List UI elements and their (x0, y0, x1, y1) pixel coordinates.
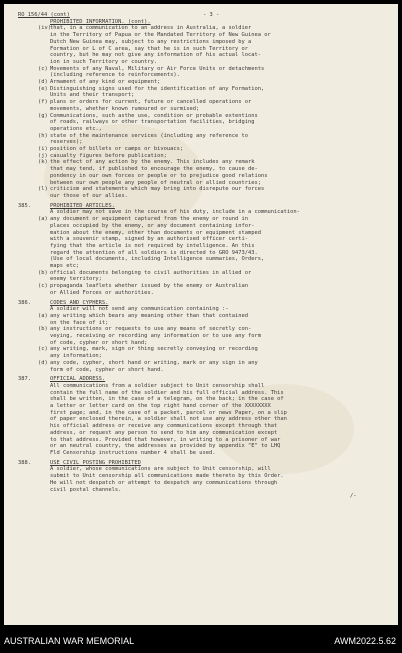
body-line (18, 326, 390, 333)
paragraph-number (18, 159, 38, 166)
sub-item-marker: (b) (38, 326, 48, 333)
body-line (18, 223, 390, 230)
paragraph-number: 385. (18, 202, 31, 209)
archive-credit: AUSTRALIAN WAR MEMORIAL (4, 636, 135, 646)
paragraph-number (18, 119, 38, 126)
paragraph-number (18, 193, 38, 200)
paragraph-number (18, 86, 38, 93)
line-text: All communications from a soldier subject to Unit censorship shall (50, 382, 265, 389)
sub-item-marker: (c) (38, 283, 48, 290)
line-text: of paper enclosed therein, a soldier shall not use any address other than (50, 416, 287, 423)
body-line (18, 290, 390, 297)
paragraph-number (18, 180, 38, 187)
line-text: Armament of any kind or equipment; (50, 79, 161, 86)
line-text: PROHIBITED INFORMATION. (cont). (50, 18, 151, 25)
line-text: the effect of any action by the enemy. This includes any remark (50, 159, 255, 166)
sub-item-marker (38, 173, 50, 180)
body-line (18, 86, 390, 93)
sub-item-marker (38, 493, 50, 500)
line-text: or Allied Forces or authorities. (50, 289, 154, 296)
sub-item-marker (38, 333, 50, 340)
archive-footer (0, 628, 402, 653)
paragraph-number (18, 396, 38, 403)
sub-item-marker (38, 487, 50, 494)
body-line (18, 209, 390, 216)
body-line (18, 119, 390, 126)
body-line (18, 410, 390, 417)
sub-item-marker (38, 423, 50, 430)
line-text: CODES AND CYPHERS. (50, 299, 109, 306)
section-heading-line (18, 19, 390, 26)
body-line (18, 46, 390, 53)
line-text: (including reference to reinforcements). (50, 72, 180, 79)
line-text: between our own people any people of neutral or allied countries; (50, 179, 261, 186)
sub-item-marker: (i) (38, 146, 48, 153)
sub-item-marker (38, 473, 50, 480)
sub-item-marker (38, 19, 50, 26)
line-text: that may tend, if published to encourage the enemy, to cause de- (50, 166, 258, 173)
line-text: to that address. Provided that however, in writing to a prisoner of war (50, 436, 281, 443)
line-text: official documents belonging to civil authorities in allied or (50, 269, 252, 276)
line-text: casualty figures before publication; (50, 152, 167, 159)
paragraph-number (18, 79, 38, 86)
paragraph-number (18, 209, 38, 216)
body-line (18, 92, 390, 99)
sub-item-marker (38, 46, 50, 53)
line-text: with a souvenir stamp, signed by an authorised officer certi- (50, 236, 248, 243)
sub-item-marker (38, 193, 50, 200)
body-line (18, 243, 390, 250)
line-text: Formation or L of C area, say that he is in such Territory or (50, 45, 248, 52)
body-line (18, 139, 390, 146)
body-line (18, 466, 390, 473)
paragraph-number (18, 313, 38, 320)
sub-item-marker: (a) (38, 216, 48, 223)
line-text: any instructions or requests to use any means of secretly con- (50, 326, 252, 333)
sub-item-marker (38, 263, 50, 270)
body-line (18, 360, 390, 367)
body-line (18, 59, 390, 66)
line-text: A soldier will not send any communication containing :- (50, 306, 229, 313)
sub-item-marker (38, 460, 50, 467)
line-text: of code, cypher or short hand; (50, 339, 148, 346)
sub-item-marker (38, 437, 50, 444)
sub-item-marker (38, 106, 50, 113)
line-text: enemy territory; (50, 276, 102, 283)
sub-item-marker: (e) (38, 85, 48, 92)
sub-item-marker: (c) (38, 65, 48, 72)
line-text: USE CIVIL POSTING PROHIBITED (50, 459, 141, 466)
body-line (18, 186, 390, 193)
sub-item-marker (38, 166, 50, 173)
body-line (18, 216, 390, 223)
body-line (18, 396, 390, 403)
body-line (18, 39, 390, 46)
sub-item-marker (38, 39, 50, 46)
line-text: or an neutral country, the addresses as provided by appendix "E" to LHQ (50, 443, 281, 450)
section-heading-line (18, 460, 390, 467)
sub-item-marker (38, 92, 50, 99)
paragraph-number (18, 66, 38, 73)
body-line (18, 263, 390, 270)
line-text: Movements of any Naval, Military or Air Force Units or detachments (50, 65, 265, 72)
body-line (18, 430, 390, 437)
line-text: mation about the enemy, other than documents or equipment stamped (50, 229, 261, 236)
paragraph-number (18, 416, 38, 423)
header-row (18, 12, 390, 19)
sub-item-marker (38, 230, 50, 237)
paragraph-number: 386. (18, 299, 31, 306)
sub-item-marker (38, 443, 50, 450)
paragraph-number (18, 306, 38, 313)
paragraph-number (18, 493, 38, 500)
paragraph-number (18, 353, 38, 360)
sub-item-marker (38, 209, 50, 216)
sub-item-marker (38, 223, 50, 230)
paragraph-number (18, 186, 38, 193)
line-text: first page; and, in the case of a packet, parcel or news Paper, on a slip (50, 409, 287, 416)
sub-item-marker (38, 236, 50, 243)
paragraph-number (18, 290, 38, 297)
sub-item-marker (38, 390, 50, 397)
sub-item-marker (38, 126, 50, 133)
sub-item-marker (38, 59, 50, 66)
line-text: He will not despatch or attempt to despatch any communications through (50, 479, 278, 486)
line-text: a letter or letter card on the top right hand corner of the XXXXXXXX (50, 403, 271, 410)
sub-item-marker (38, 367, 50, 374)
body-line (18, 66, 390, 73)
paragraph-number (18, 126, 38, 133)
paragraph-number (18, 92, 38, 99)
line-text: operations etc., (50, 125, 102, 132)
line-text: regard the attention of all soldiers is directed to GRO 9473/43. (50, 249, 258, 256)
body-line (18, 487, 390, 494)
paragraph-number (18, 106, 38, 113)
archive-reference: AWM2022.5.62 (334, 636, 396, 646)
paragraph-number (18, 346, 38, 353)
page-number: - 3 - (203, 12, 220, 18)
line-text: OFFICIAL ADDRESS. (50, 376, 106, 383)
body-line (18, 230, 390, 237)
sub-item-marker (38, 276, 50, 283)
sub-item-marker (38, 416, 50, 423)
paragraph-number (18, 320, 38, 327)
body-line (18, 146, 390, 153)
line-text: maps etc; (50, 263, 80, 270)
sub-item-marker: (l) (38, 186, 48, 193)
line-text: on the face of it; (50, 319, 109, 326)
sub-item-marker: (d) (38, 79, 48, 86)
body-line (18, 270, 390, 277)
paragraph-number (18, 340, 38, 347)
body-line (18, 306, 390, 313)
line-text: Distinguishing signs used for the identification of any Formation, (50, 85, 265, 92)
sub-item-marker: (f) (38, 99, 48, 106)
line-text: state of the maintenance services (including any reference to (50, 132, 248, 139)
sub-item-marker (38, 450, 50, 457)
paragraph-number (18, 113, 38, 120)
sub-item-marker (38, 72, 50, 79)
paragraph-number (18, 59, 38, 66)
sub-item-marker: (d) (38, 359, 48, 366)
section-heading-line (18, 300, 390, 307)
paragraph-number (18, 437, 38, 444)
body-line (18, 159, 390, 166)
body-line (18, 367, 390, 374)
body-line (18, 250, 390, 257)
sub-item-marker (38, 300, 50, 307)
line-text: /- (350, 493, 357, 500)
body-line (18, 473, 390, 480)
line-text: plans or orders for current, future or cancelled operations or (50, 99, 252, 106)
line-text: submit to Unit censorship all communications made thereto by this Order. (50, 473, 284, 480)
paragraph-number (18, 146, 38, 153)
body-line (18, 79, 390, 86)
sub-item-marker: (h) (38, 132, 48, 139)
line-text: shall be written, in the case of a telegram, on the back; in the case of (50, 396, 284, 403)
line-text: form of code, cypher or short hand. (50, 366, 164, 373)
line-text: position of billets or camps or bivouacs; (50, 146, 184, 153)
sub-item-marker (38, 340, 50, 347)
body-line (18, 443, 390, 450)
body-line (18, 313, 390, 320)
routine-order-ref: RO 156/44 (cont) (18, 12, 70, 18)
line-text: Units and their transport; (50, 92, 135, 99)
paragraph-number (18, 153, 38, 160)
line-text: criticism and statements which may bring into disrepute our forces (50, 186, 265, 193)
body-line (18, 99, 390, 106)
line-text: any document or equipment captured from the enemy or round in (50, 216, 248, 223)
sub-item-marker: (a) (38, 312, 48, 319)
sub-item-marker (38, 320, 50, 327)
paragraph-number: 387. (18, 376, 31, 383)
line-text: (Use of local documents, including Intelligence summaries, Orders, (50, 256, 265, 263)
paragraph-number (18, 139, 38, 146)
sub-item-marker (38, 306, 50, 313)
body-line (18, 390, 390, 397)
body-line (18, 72, 390, 79)
sub-item-marker (38, 290, 50, 297)
body-line (18, 450, 390, 457)
paragraph-number (18, 443, 38, 450)
paragraph-number (18, 72, 38, 79)
line-text: his official address or receive any communications except through that (50, 423, 278, 430)
paragraph-number (18, 360, 38, 367)
paragraph-number (18, 25, 38, 32)
line-text: in the Territory of Papua or the Mandated Territory of New Guinea or (50, 32, 271, 39)
line-text: that, in a communication to an address in Australia, a soldier (50, 25, 252, 32)
sub-item-marker (38, 410, 50, 417)
line-text: civil postal channels. (50, 486, 122, 493)
sub-item-marker (38, 466, 50, 473)
line-text: any writing which bears any meaning other than that contained (50, 312, 248, 319)
line-text: Dutch New Guinea may, subject to any restrictions imposed by a (50, 38, 252, 45)
sub-item-marker (38, 250, 50, 257)
sub-item-marker (38, 180, 50, 187)
sub-item-marker (38, 480, 50, 487)
paragraph-number (18, 256, 38, 263)
paragraph-number (18, 236, 38, 243)
body-line (18, 353, 390, 360)
section-heading-line (18, 203, 390, 210)
paragraph-number (18, 480, 38, 487)
paragraph-number (18, 430, 38, 437)
body-line (18, 166, 390, 173)
paragraph-number (18, 367, 38, 374)
paragraph-number (18, 19, 38, 26)
paragraph-number (18, 466, 38, 473)
line-text: address, or request any person to send to him any communication except (50, 429, 278, 436)
section-heading-line (18, 376, 390, 383)
body-line (18, 113, 390, 120)
paragraph-number (18, 133, 38, 140)
paragraph-number (18, 223, 38, 230)
line-text: A soldier, whose communications are subject to Unit censorship, will (50, 466, 271, 473)
body-line (18, 346, 390, 353)
paragraph-number (18, 230, 38, 237)
body-line (18, 236, 390, 243)
body-line (18, 32, 390, 39)
sub-item-marker: (iv) (38, 25, 51, 32)
line-text: any information; (50, 353, 102, 360)
line-text: A soldier may not save in the course of his duty, include in a communication- (50, 209, 300, 216)
body-line (18, 403, 390, 410)
paragraph-number (18, 276, 38, 283)
body-line (18, 383, 390, 390)
paragraph-number (18, 166, 38, 173)
line-text: fying that the article is not required by intelligence. An this (50, 242, 255, 249)
sub-item-marker (38, 403, 50, 410)
body-line (18, 416, 390, 423)
body-line (18, 193, 390, 200)
body-line (18, 25, 390, 32)
line-text: ion in such Territory or country. (50, 58, 158, 65)
line-text: Fld Censorship instructions number 4 shall be used. (50, 450, 216, 456)
line-text: country, but he may not give any information of his actual locat- (50, 52, 261, 59)
paragraph-number (18, 473, 38, 480)
paragraph-number: 388. (18, 459, 31, 466)
line-text: veying, receiving or recording any information or to use any form (50, 333, 261, 340)
paragraph-number (18, 250, 38, 257)
paragraph-number (18, 283, 38, 290)
paragraph-number (18, 263, 38, 270)
sub-item-marker (38, 139, 50, 146)
sub-item-marker (38, 383, 50, 390)
paragraph-number (18, 173, 38, 180)
sub-item-marker (38, 256, 50, 263)
paragraph-number (18, 39, 38, 46)
line-text: contain the full name of the soldier and his full official address. This (50, 389, 284, 396)
paragraph-number (18, 450, 38, 457)
paragraph-number (18, 99, 38, 106)
body-line (18, 437, 390, 444)
paragraph-number (18, 326, 38, 333)
paragraph-number (18, 243, 38, 250)
sub-item-marker (38, 203, 50, 210)
line-text: propaganda leaflets whether issued by the enemy or Australian (50, 283, 248, 290)
body-line (18, 106, 390, 113)
sub-item-marker: (j) (38, 152, 48, 159)
body-line (18, 133, 390, 140)
body-line (18, 480, 390, 487)
sub-item-marker (38, 52, 50, 59)
sub-item-marker: (b) (38, 269, 48, 276)
sub-item-marker (38, 396, 50, 403)
sub-item-marker (38, 430, 50, 437)
paragraph-number (18, 410, 38, 417)
document-page (4, 4, 398, 625)
body-line (18, 340, 390, 347)
line-text: any code, cypher, short hand or writing, mark or any sign in any (50, 359, 258, 366)
sub-item-marker (38, 353, 50, 360)
body-line (18, 276, 390, 283)
line-text: our those of our allies. (50, 192, 128, 199)
sub-item-marker (38, 119, 50, 126)
body-line (18, 173, 390, 180)
paragraph-number (18, 423, 38, 430)
line-text: of roads, railways or other transportation facilities, bridging (50, 119, 255, 126)
body-line (18, 126, 390, 133)
body-line (18, 493, 390, 500)
line-text: places occupied by the enemy, or any document containing infor- (50, 222, 255, 229)
line-text: PROHIBITED ARTICLES. (50, 202, 115, 209)
paragraph-number (18, 487, 38, 494)
paragraph-number (18, 32, 38, 39)
sub-item-marker: (k) (38, 159, 48, 166)
body-line (18, 180, 390, 187)
line-text: reserves); (50, 139, 83, 146)
paragraph-number (18, 46, 38, 53)
paragraph-number (18, 52, 38, 59)
paragraph-number (18, 216, 38, 223)
body-line (18, 52, 390, 59)
body-line (18, 423, 390, 430)
line-text: any writing, mark, sign or thing secretly conveying or recording (50, 346, 258, 353)
typed-text (18, 12, 390, 500)
body-line (18, 256, 390, 263)
sub-item-marker: (g) (38, 112, 48, 119)
paragraph-number (18, 390, 38, 397)
body-line (18, 320, 390, 327)
paragraph-number (18, 270, 38, 277)
paragraph-number (18, 403, 38, 410)
line-text: pondency in our own forces or people or to prejudice good relations (50, 172, 268, 179)
sub-item-marker: (c) (38, 346, 48, 353)
sub-item-marker (38, 376, 50, 383)
body-line (18, 283, 390, 290)
body-line (18, 153, 390, 160)
body-line (18, 333, 390, 340)
line-text: movements, whether known rumoured or surmised; (50, 105, 200, 112)
paragraph-number (18, 333, 38, 340)
sub-item-marker (38, 32, 50, 39)
body-lines (18, 19, 390, 500)
sub-item-marker (38, 243, 50, 250)
paragraph-number (18, 383, 38, 390)
line-text: Communications, such asthe use, condition or probable extentions (50, 112, 258, 119)
